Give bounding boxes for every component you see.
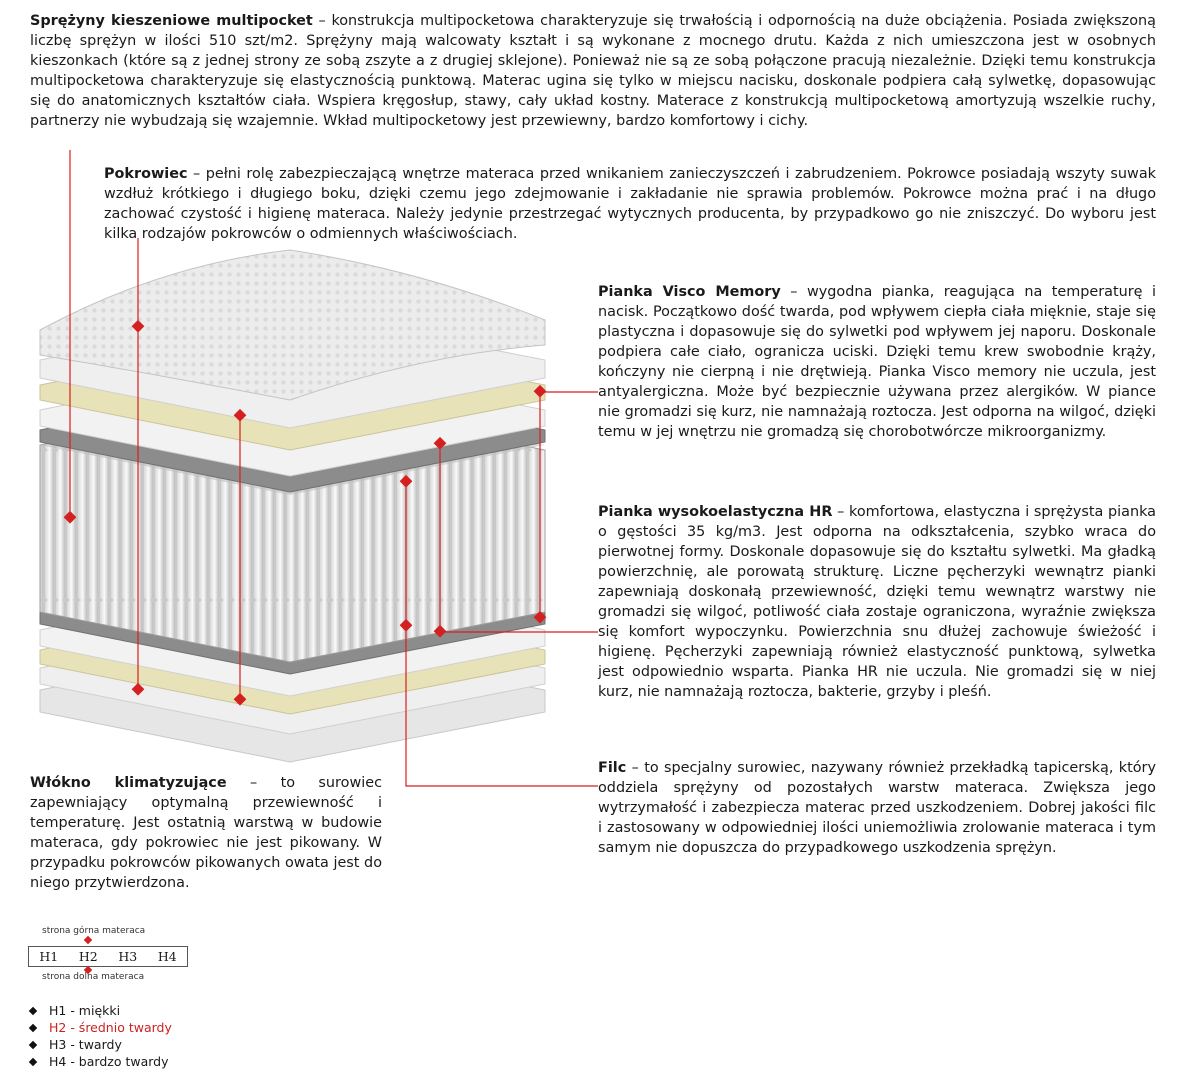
legend-label: H4 - bardzo twardy <box>49 1054 169 1069</box>
visco-paragraph: Pianka Visco Memory – wygodna pianka, reagująca na temperaturę i nacisk. Początkowo dość twarda, pod wpływem ciepła ciała mięknie, staje się plastyczna i dopasowuje się do sylwetki pod wpływem jej naporu. Doskonale podpiera całe ciało, ogranicza uciski. Dzięki temu krew swobodnie krąży, kończyny nie cierpną i nie drętwieją. Pianka Visco memory nie uczula, jest antyalergiczna. Może być bezpiecznie używana przez alergików. W piance nie gromadzi się kurz, nie namnażają roztocza. Jest odporna na wilgoć, dzięki temu w jej wnętrzu nie gromadzą się chorobotwórcze mikroorganizmy. <box>598 284 1156 440</box>
hr-text: komfortowa, elastyczna i sprężysta pianka o gęstości 35 kg/m3. Jest odporna na odkształcenia, szybko wraca do pierwotnej formy. Doskonale dopasowuje się do kształtu sylwetki. Ma gładką powierzchnię, ale porowatą strukturę. Liczne pęcherzyki wewnątrz pianki zapewniają doskonałą przewiewność, dzięki temu wewnątrz warstwy nie gromadzi się wilgoć, potliwość ciała zostaje ograniczona, wyraźnie zwiększa się komfort wypoczynku. Powierzchnia snu dłużej zachowuje świeżość i higienę. Pęcherzyki zapewniają również elastyczność punktową, sylwetka jest odpowiednio wsparta. Pianka HR nie uczula. Nie gromadzi się w niej kurz, nie namnażają roztocza, bakterie, grzyby i pleśń. <box>598 504 1156 700</box>
felt-text: to specjalny surowiec, nazywany również przekładką tapicerską, który oddziela sprężyny od pozostałych warstw materaca. Zwiększa jego wytrzymałość i zabezpiecza materac przed uszkodzeniem. Dobrej jakości filc i zastosowany w odpowiedniej ilości uniemożliwia zrolowanie materaca i tym samym nie dopuszcza do przypadkowego uszkodzenia sprężyn. <box>598 760 1156 856</box>
fiber-text: to surowiec zapewniający optymalną przewiewność i temperaturę. Jest ostatnią warstwą w budowie materaca, gdy pokrowiec nie jest pikowany. W przypadku pokrowców pikowanych owata jest do niego przytwierdzona. <box>30 775 382 891</box>
hardness-cell-h3: H3 <box>118 949 138 964</box>
legend-item-h3 <box>30 1036 172 1053</box>
visco-title: Pianka Visco Memory <box>598 284 781 300</box>
diamond-icon <box>29 1023 37 1031</box>
hardness-cell-h1: H1 <box>39 949 59 964</box>
hardness-cell-h2: H2 <box>78 949 98 964</box>
legend-item-h2 <box>30 1019 172 1036</box>
intro-text: konstrukcja multipocketowa charakteryzuje się trwałością i odpornością na duże obciążenia. Posiada zwiększoną liczbę sprężyn w ilości 510 szt/m2. Sprężyny mają walcowaty kształt i są wykonane z mocnego drutu. Każda z nich umieszczona jest w osobnych kieszonkach (które są z jednej strony ze sobą zszyte a z drugiej sklejone). Ponieważ nie są ze sobą połączone pracują niezależnie. Dzięki temu konstrukcja multipocketowa charakteryzuje się elastycznością punktową. Materac ugina się tylko w miejscu nacisku, doskonale podpiera całą sylwetkę, dopasowując się do anatomicznych kształtów ciała. Wspiera kręgosłup, stawy, cały układ kostny. Materace z konstrukcją multipocketową amortyzują wszelkie ruchy, partnerzy nie wybudzają się wzajemnie. Wkład multipocketowy jest przewiewny, bardzo komfortowy i cichy. <box>30 13 1156 129</box>
cover-paragraph: Pokrowiec – pełni rolę zabezpieczającą wnętrze materaca przed wnikaniem zanieczyszczeń i zabrudzeniem. Pokrowce posiadają wszyty suwak wzdłuż krótkiego i długiego boku, dzięki czemu jego zdejmowanie i zakładanie nie sprawia problemów. Pokrowce można prać i na długo zachować czystość i higienę materaca. Należy jedynie przestrzegać wytycznych producenta, by przypadkowo go nie zniszczyć. Do wyboru jest kilka rodzajów pokrowców o odmiennych właściwościach. <box>104 166 1156 242</box>
legend-label: H2 - średnio twardy <box>49 1020 172 1035</box>
legend-item-h1 <box>30 1002 172 1019</box>
hardness-bottom-label: strona dolna materaca <box>42 972 145 982</box>
cover-title: Pokrowiec <box>104 166 188 182</box>
fiber-title: Włókno klimatyzujące <box>30 775 227 791</box>
visco-text: wygodna pianka, reagująca na temperaturę i nacisk. Początkowo dość twarda, pod wpływem ciepła ciała mięknie, staje się plastyczna i dopasowuje się do sylwetki pod wpływem jej naporu. Doskonale podpiera całe ciało, ogranicza uciski. Dzięki temu krew swobodnie krąży, kończyny nie cierpną i nie drętwieją. Pianka Visco memory nie uczula, jest antyalergiczna. Może być bezpiecznie używana przez alergików. W piance nie gromadzi się kurz, nie namnażają roztocza. Jest odporna na wilgoć, dzięki temu w jej wnętrzu nie gromadzą się chorobotwórcze mikroorganizmy. <box>598 284 1156 440</box>
hr-paragraph: Pianka wysokoelastyczna HR – komfortowa, elastyczna i sprężysta pianka o gęstości 35 kg/m3. Jest odporna na odkształcenia, szybko wraca do pierwotnej formy. Doskonale dopasowuje się do kształtu sylwetki. Ma gładką powierzchnię, ale porowatą strukturę. Liczne pęcherzyki wewnątrz pianki zapewniają doskonałą przewiewność, dzięki temu wewnątrz warstwy nie gromadzi się wilgoć, potliwość ciała zostaje ograniczona, wyraźnie zwiększa się komfort wypoczynku. Powierzchnia snu dłużej zachowuje świeżość i higienę. Pęcherzyki zapewniają również elastyczność punktową, sylwetka jest odpowiednio wsparta. Pianka HR nie uczula. Nie gromadzi się w niej kurz, nie namnażają roztocza, bakterie, grzyby i pleśń. <box>598 504 1156 700</box>
diamond-icon <box>29 1057 37 1065</box>
felt-paragraph: Filc – to specjalny surowiec, nazywany również przekładką tapicerską, który oddziela sprężyny od pozostałych warstw materaca. Zwiększa jego wytrzymałość i zabezpiecza materac przed uszkodzeniem. Dobrej jakości filc i zastosowany w odpowiedniej ilości uniemożliwia zrolowanie materaca i tym samym nie dopuszcza do przypadkowego uszkodzenia sprężyn. <box>598 760 1156 856</box>
diamond-icon <box>29 1040 37 1048</box>
legend-label: H3 - twardy <box>49 1037 122 1052</box>
intro-title: Sprężyny kieszeniowe multipocket <box>30 13 313 29</box>
felt-title: Filc <box>598 760 627 776</box>
legend-label: H1 - miękki <box>49 1003 121 1018</box>
hardness-scale <box>28 946 188 967</box>
hr-title: Pianka wysokoelastyczna HR <box>598 504 833 520</box>
cover-text: pełni rolę zabezpieczającą wnętrze materaca przed wnikaniem zanieczyszczeń i zabrudzeniem. Pokrowce posiadają wszyty suwak wzdłuż krótkiego i długiego boku, dzięki czemu jego zdejmowanie i zakładanie nie sprawia problemów. Pokrowce można prać i na długo zachować czystość i higienę materaca. Należy jedynie przestrzegać wytycznych producenta, by przypadkowo go nie zniszczyć. Do wyboru jest kilka rodzajów pokrowców o odmiennych właściwościach. <box>104 166 1156 242</box>
diamond-icon <box>29 1006 37 1014</box>
intro-paragraph: Sprężyny kieszeniowe multipocket – konstrukcja multipocketowa charakteryzuje się trwałością i odpornością na duże obciążenia. Posiada zwiększoną liczbę sprężyn w ilości 510 szt/m2. Sprężyny mają walcowaty kształt i są wykonane z mocnego drutu. Każda z nich umieszczona jest w osobnych kieszonkach (które są z jednej strony ze sobą zszyte a z drugiej sklejone). Ponieważ nie są ze sobą połączone pracują niezależnie. Dzięki temu konstrukcja multipocketowa charakteryzuje się elastycznością punktową. Materac ugina się tylko w miejscu nacisku, doskonale podpiera całą sylwetkę, dopasowując się do anatomicznych kształtów ciała. Wspiera kręgosłup, stawy, cały układ kostny. Materace z konstrukcją multipocketową amortyzują wszelkie ruchy, partnerzy nie wybudzają się wzajemnie. Wkład multipocketowy jest przewiewny, bardzo komfortowy i cichy. <box>30 13 1156 129</box>
hardness-cell-h4: H4 <box>157 949 177 964</box>
legend-item-h4 <box>30 1053 172 1070</box>
hardness-legend <box>30 1002 172 1070</box>
hardness-top-label: strona górna materaca <box>42 926 146 936</box>
fiber-paragraph: Włókno klimatyzujące – to surowiec zapewniający optymalną przewiewność i temperaturę. Jest ostatnią warstwą w budowie materaca, gdy pokrowiec nie jest pikowany. W przypadku pokrowców pikowanych owata jest do niego przytwierdzona. <box>30 775 382 891</box>
